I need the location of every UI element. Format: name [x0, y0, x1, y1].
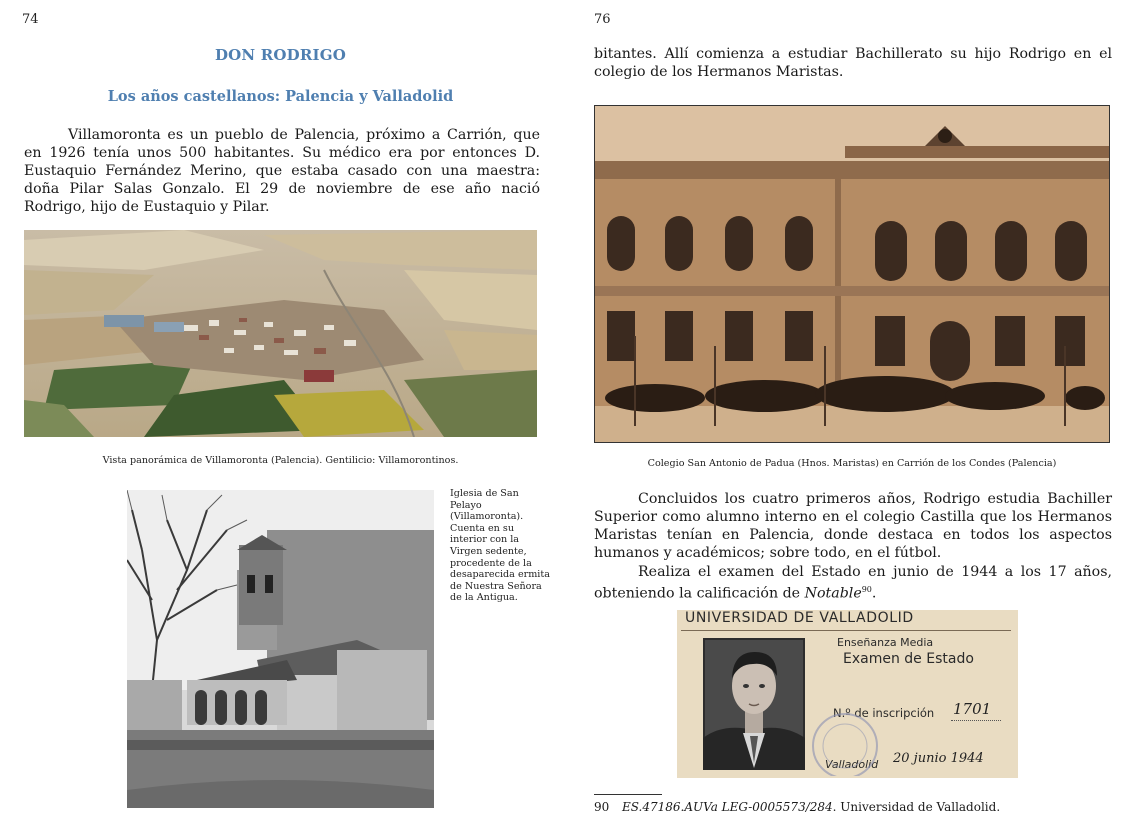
footnote-ref[interactable]: 90	[861, 585, 872, 594]
card-university: UNIVERSIDAD DE VALLADOLID	[685, 610, 914, 626]
chapter-title: DON RODRIGO	[214, 46, 347, 64]
footnote-text: . Universidad de Valladolid.	[832, 800, 1001, 814]
left-page	[0, 0, 560, 833]
continued-paragraph: bitantes. Allí comienza a estudiar Bachillerato su hijo Rodrigo en el colegio de los Hermanos Maristas.	[594, 46, 1112, 80]
exam-card	[677, 610, 1018, 778]
inscription-value: 1701	[953, 700, 992, 718]
place-label: Valladolid	[825, 758, 879, 771]
paragraph-3: Realiza el examen del Estado en junio de 1944 a los 17 años, obteniendo la calificación de Notable$^{90}$.	[594, 564, 1112, 602]
footnote-rule	[594, 794, 662, 795]
church-photo	[127, 490, 434, 808]
inscription-label: N.º de inscripción	[833, 706, 935, 720]
right-page	[580, 0, 1143, 833]
paragraph-2: Concluidos los cuatro primeros años, Rodrigo estudia Bachiller Superior como alumno interno en el colegio Castilla que los Hermanos Maristas tenían en Palencia, donde destaca en todos los aspectos humanos y académicos; sobre todo, en el fútbol.	[594, 491, 1112, 561]
school-caption: Colegio San Antonio de Padua (Hnos. Maristas) en Carrión de los Condes (Palencia)	[647, 458, 1057, 469]
footnote-number: 90	[594, 800, 610, 814]
footnote	[594, 800, 1000, 814]
grade-emphasis: Notable	[804, 585, 862, 602]
church-caption: Iglesia de San Pelayo (Villamoronta). Cuenta en su interior con la Virgen sedente, procedente de la desaparecida ermita de Nuestra Señora de la Antigua.	[450, 488, 550, 604]
section-title: Los años castellanos: Palencia y Valladolid	[107, 88, 454, 105]
footnote-reference: ES.47186.AUVa LEG-0005573/284	[622, 800, 833, 814]
card-line2: Examen de Estado	[843, 651, 974, 667]
intro-paragraph: Villamoronta es un pueblo de Palencia, próximo a Carrión, que en 1926 tenía unos 500 habitantes. Su médico era por entonces D. Eustaquio Fernández Merino, que estaba casado con una maestra: doña Pilar Salas Gonzalo. El 29 de noviembre de ese año nació Rodrigo, hijo de Eustaquio y Pilar.	[24, 127, 540, 215]
student-portrait	[703, 638, 805, 770]
aerial-photo	[24, 230, 537, 437]
page-number: 76	[594, 12, 611, 27]
card-line1: Enseñanza Media	[837, 636, 934, 649]
page-number: 74	[22, 12, 39, 27]
stamp-icon	[795, 706, 885, 776]
school-photo	[594, 105, 1110, 443]
place-date-value: 20 junio 1944	[893, 751, 984, 766]
aerial-caption: Vista panorámica de Villamoronta (Palencia). Gentilicio: Villamorontinos.	[102, 455, 459, 466]
